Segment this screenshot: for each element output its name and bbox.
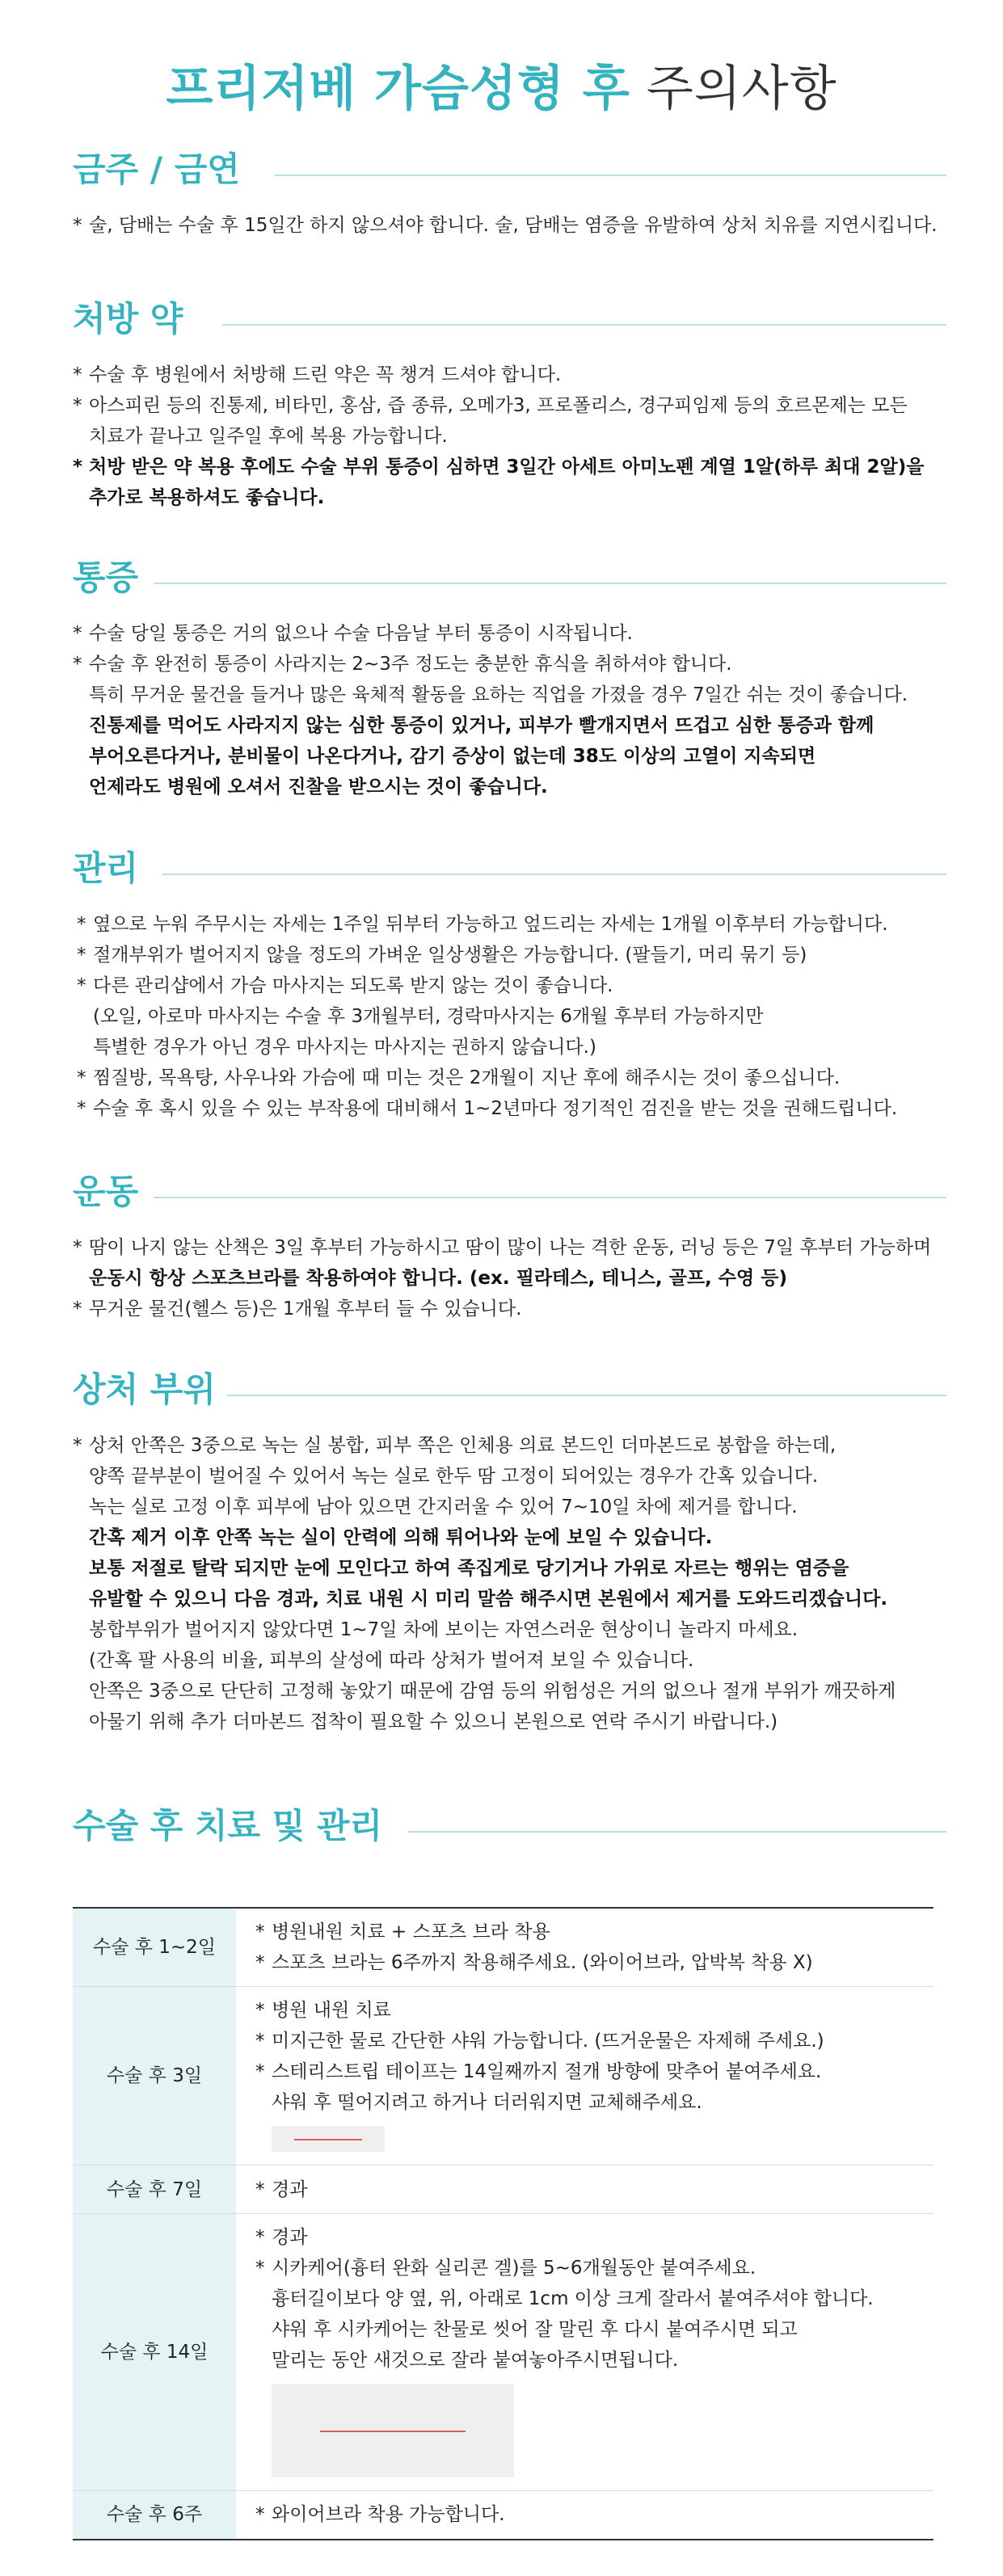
body-line-text: 술, 담배는 수술 후 15일간 하지 않으셔야 합니다. 술, 담배는 염증을 유발하여 상처 치유를 지연시킵니다.	[89, 215, 938, 236]
section-body	[73, 360, 955, 513]
section-body	[73, 1232, 955, 1324]
body-line	[73, 772, 955, 802]
asterisk-bullet-icon: *	[77, 1098, 86, 1119]
section-title: 처방 약	[73, 299, 183, 339]
body-line	[73, 1614, 955, 1645]
section-divider	[162, 873, 946, 875]
table-row-label: 수술 후 7일	[73, 2166, 236, 2214]
asterisk-bullet-icon: *	[73, 1435, 82, 1456]
section-title: 통증	[73, 558, 139, 597]
table-line-text: 미지근한 물로 간단한 샤워 가능합니다. (뜨거운물은 자제해 주세요.)	[272, 2031, 824, 2052]
table-line	[255, 2253, 914, 2283]
asterisk-bullet-icon: *	[255, 2258, 265, 2279]
asterisk-bullet-icon: *	[255, 2031, 265, 2052]
table-row	[73, 1987, 933, 2166]
body-line-text: 찜질방, 목욕탕, 사우나와 가슴에 때 미는 것은 2개월이 지난 후에 해주시는 것이 좋으십니다.	[93, 1067, 841, 1088]
table-row	[73, 2166, 933, 2214]
page-title-accent: 프리저베 가슴성형 후	[166, 61, 630, 117]
section-title: 금주 / 금연	[73, 149, 240, 189]
body-line	[73, 390, 955, 421]
section-header	[0, 844, 1003, 901]
asterisk-bullet-icon: *	[77, 975, 86, 996]
body-line-text: (오일, 아로마 마사지는 수술 후 3개월부터, 경락마사지는 6개월 후부터 가능하지만	[93, 1006, 764, 1027]
table-line	[255, 2174, 914, 2205]
table-line	[255, 2026, 914, 2056]
body-line-text: 땀이 나지 않는 산책은 3일 후부터 가능하시고 땀이 많이 나는 격한 운동, 러닝 등은 7일 후부터 가능하며	[89, 1237, 932, 1258]
body-line	[77, 1001, 955, 1032]
body-line	[73, 482, 955, 513]
asterisk-bullet-icon: *	[255, 1952, 265, 1973]
body-line	[73, 1645, 955, 1676]
body-line	[73, 360, 955, 390]
asterisk-bullet-icon: *	[77, 1067, 86, 1088]
body-line-text: (간혹 팔 사용의 비율, 피부의 살성에 따라 상처가 벌어져 보일 수 있습니다.	[89, 1650, 694, 1671]
table-line	[255, 2314, 914, 2345]
body-line-text: 진통제를 먹어도 사라지지 않는 심한 통증이 있거나, 피부가 빨개지면서 뜨겁고 심한 통증과 함께	[89, 715, 874, 736]
table-line-text: 스테리스트립 테이프는 14일째까지 절개 방향에 맞추어 붙여주세요.	[272, 2061, 822, 2082]
table-row-label: 수술 후 6주	[73, 2491, 236, 2540]
section	[0, 1168, 1003, 1320]
page-title	[0, 50, 1003, 120]
body-line-text: 아스피린 등의 진통제, 비타민, 홍삼, 즙 종류, 오메가3, 프로폴리스, 경구피임제 등의 호르몬제는 모든	[89, 395, 908, 416]
body-line-text: 양쪽 끝부분이 벌어질 수 있어서 녹는 실로 한두 땀 고정이 되어있는 경우가 간혹 있습니다.	[89, 1466, 819, 1487]
table-line-text: 경과	[272, 2178, 308, 2200]
body-line-text: 언제라도 병원에 오셔서 진찰을 받으시는 것이 좋습니다.	[89, 777, 548, 798]
table-row-content	[236, 1987, 933, 2166]
asterisk-bullet-icon: *	[255, 1921, 265, 1943]
body-line	[73, 1522, 955, 1553]
section-body	[77, 909, 955, 1124]
body-line-text: 상처 안쪽은 3중으로 녹는 실 봉합, 피부 쪽은 인체용 의료 본드인 더마본드로 봉합을 하는데,	[89, 1435, 837, 1456]
section-divider	[408, 1831, 946, 1833]
section-title: 관리	[73, 848, 139, 888]
body-line-text: 부어오른다거나, 분비물이 나온다거나, 감기 증상이 없는데 38도 이상의 고열이 지속되면	[89, 746, 816, 767]
section-title: 상처 부위	[73, 1370, 216, 1409]
body-line	[73, 210, 955, 241]
section-divider	[154, 1197, 946, 1198]
section	[0, 145, 1003, 236]
table-row-content	[236, 2491, 933, 2540]
asterisk-bullet-icon: *	[73, 395, 82, 416]
section-body	[73, 210, 955, 241]
body-line-text: 처방 받은 약 복용 후에도 수술 부위 통증이 심하면 3일간 아세트 아미노펜 계열 1알(하루 최대 2알)을	[89, 457, 925, 478]
table-line-text: 병원 내원 치료	[272, 2000, 391, 2021]
body-line-text: 수술 당일 통증은 거의 없으나 수술 다음날 부터 통증이 시작됩니다.	[89, 623, 633, 644]
body-line	[73, 1294, 955, 1324]
section	[0, 295, 1003, 508]
body-line	[73, 649, 955, 680]
body-line	[73, 710, 955, 741]
body-line-text: 아물기 위해 추가 더마본드 접착이 필요할 수 있으니 본원으로 연락 주시기 바랍니다.)	[89, 1711, 778, 1732]
section-header	[0, 145, 1003, 202]
body-line	[73, 1430, 955, 1461]
section	[0, 844, 1003, 1119]
table-row	[73, 2214, 933, 2491]
section-divider	[226, 1395, 946, 1396]
body-line-text: 간혹 제거 이후 안쪽 녹는 실이 안력에 의해 튀어나와 눈에 보일 수 있습니다.	[89, 1527, 713, 1548]
table-row-label: 수술 후 14일	[73, 2214, 236, 2491]
section	[0, 1802, 1003, 1858]
asterisk-bullet-icon: *	[73, 1299, 82, 1320]
table-line-text: 샤워 후 떨어지려고 하거나 더러워지면 교체해주세요.	[272, 2092, 702, 2113]
body-line-text: 수술 후 병원에서 처방해 드린 약은 꼭 챙겨 드셔야 합니다.	[89, 364, 562, 385]
asterisk-bullet-icon: *	[255, 2227, 265, 2248]
table-row-label: 수술 후 1~2일	[73, 1908, 236, 1987]
body-line-text: 안쪽은 3중으로 단단히 고정해 놓았기 때문에 감염 등의 위험성은 거의 없으나 절개 부위가 깨끗하게	[89, 1681, 896, 1702]
care-schedule-table	[73, 1907, 933, 2540]
incision-tape-mark	[320, 2431, 466, 2432]
table-line-text: 말리는 동안 새것으로 잘라 붙여놓아주시면됩니다.	[272, 2350, 679, 2371]
table-row-content	[236, 2214, 933, 2491]
body-line-text: 치료가 끝나고 일주일 후에 복용 가능합니다.	[89, 426, 448, 447]
body-line	[73, 1707, 955, 1737]
section-header	[0, 1168, 1003, 1224]
body-line	[73, 1553, 955, 1584]
body-line-text: 다른 관리샵에서 가슴 마사지는 되도록 받지 않는 것이 좋습니다.	[93, 975, 613, 996]
body-line-text: 봉합부위가 벌어지지 않았다면 1~7일 차에 보이는 자연스러운 현상이니 놀라지 마세요.	[89, 1619, 799, 1640]
table-line	[255, 2283, 914, 2314]
asterisk-bullet-icon: *	[73, 623, 82, 644]
body-line	[73, 741, 955, 772]
body-line-text: 보통 저절로 탈락 되지만 눈에 모인다고 하여 족집게로 당기거나 가위로 자르는 행위는 염증을	[89, 1558, 849, 1579]
asterisk-bullet-icon: *	[255, 2504, 265, 2526]
table-line	[255, 1947, 914, 1978]
table-line-text: 시카케어(흉터 완화 실리콘 겔)를 5~6개월동안 붙여주세요.	[272, 2258, 756, 2279]
asterisk-bullet-icon: *	[255, 2000, 265, 2021]
section-divider	[222, 324, 946, 326]
table-line	[255, 1995, 914, 2026]
body-line-text: 무거운 물건(헬스 등)은 1개월 후부터 들 수 있습니다.	[89, 1299, 522, 1320]
asterisk-bullet-icon: *	[73, 1237, 82, 1258]
photo-example-image	[272, 2384, 514, 2477]
body-line-text: 추가로 복용하셔도 좋습니다.	[89, 487, 325, 508]
asterisk-bullet-icon: *	[255, 2061, 265, 2082]
section-body	[73, 618, 955, 802]
section-title: 운동	[73, 1172, 139, 1211]
table-line-text: 샤워 후 시카케어는 찬물로 씻어 잘 말린 후 다시 붙여주시면 되고	[272, 2319, 798, 2340]
body-line	[77, 1032, 955, 1063]
body-line	[73, 618, 955, 649]
asterisk-bullet-icon: *	[77, 914, 86, 935]
body-line	[73, 452, 955, 482]
table-row	[73, 1908, 933, 1987]
asterisk-bullet-icon: *	[73, 654, 82, 675]
table-line	[255, 2499, 914, 2530]
body-line	[73, 1492, 955, 1522]
section	[0, 1366, 1003, 1732]
section	[0, 554, 1003, 798]
photo-example-image	[272, 2126, 385, 2152]
table-line	[255, 2087, 914, 2118]
table-row	[73, 2491, 933, 2540]
asterisk-bullet-icon: *	[73, 457, 83, 478]
body-line	[73, 680, 955, 710]
table-line	[255, 1917, 914, 1947]
section-title: 수술 후 치료 및 관리	[73, 1806, 383, 1846]
body-line	[77, 1093, 955, 1124]
section-header	[0, 1366, 1003, 1422]
table-row-content	[236, 1908, 933, 1987]
body-line	[73, 1232, 955, 1263]
section-header	[0, 1802, 1003, 1858]
table-line-text: 스포츠 브라는 6주까지 착용해주세요. (와이어브라, 압박복 착용 X)	[272, 1952, 813, 1973]
asterisk-bullet-icon: *	[255, 2178, 265, 2200]
incision-tape-mark	[294, 2139, 362, 2140]
body-line	[73, 1676, 955, 1707]
body-line	[77, 909, 955, 940]
body-line-text: 절개부위가 벌어지지 않을 정도의 가벼운 일상생활은 가능합니다. (팔들기, 머리 묶기 등)	[93, 945, 807, 966]
section-header	[0, 295, 1003, 351]
table-line	[255, 2222, 914, 2253]
body-line-text: 유발할 수 있으니 다음 경과, 치료 내원 시 미리 말씀 해주시면 본원에서 제거를 도와드리겠습니다.	[89, 1589, 888, 1610]
body-line-text: 수술 후 혹시 있을 수 있는 부작용에 대비해서 1~2년마다 정기적인 검진을 받는 것을 권해드립니다.	[93, 1098, 898, 1119]
body-line-text: 옆으로 누워 주무시는 자세는 1주일 뒤부터 가능하고 엎드리는 자세는 1개월 이후부터 가능합니다.	[93, 914, 888, 935]
asterisk-bullet-icon: *	[73, 364, 82, 385]
table-line-text: 흉터길이보다 양 옆, 위, 아래로 1cm 이상 크게 잘라서 붙여주셔야 합니다.	[272, 2288, 874, 2309]
table-line	[255, 2056, 914, 2087]
body-line-text: 수술 후 완전히 통증이 사라지는 2~3주 정도는 충분한 휴식을 취하셔야 합니다.	[89, 654, 732, 675]
page-title-rest: 주의사항	[646, 61, 837, 117]
table-line-text: 와이어브라 착용 가능합니다.	[272, 2504, 505, 2526]
table-line-text: 경과	[272, 2227, 308, 2248]
asterisk-bullet-icon: *	[73, 215, 82, 236]
body-line-text: 특히 무거운 물건을 들거나 많은 육체적 활동을 요하는 직업을 가졌을 경우 7일간 쉬는 것이 좋습니다.	[89, 684, 908, 705]
section-divider	[154, 583, 946, 584]
body-line	[77, 1063, 955, 1093]
body-line	[73, 421, 955, 452]
body-line	[73, 1584, 955, 1614]
section-header	[0, 554, 1003, 610]
table-line-text: 병원내원 치료 + 스포츠 브라 착용	[272, 1921, 550, 1943]
body-line-text: 특별한 경우가 아닌 경우 마사지는 마사지는 권하지 않습니다.)	[93, 1037, 596, 1058]
body-line	[73, 1461, 955, 1492]
table-row-label: 수술 후 3일	[73, 1987, 236, 2166]
section-body	[73, 1430, 955, 1737]
body-line-text: 운동시 항상 스포츠브라를 착용하여야 합니다. (ex. 필라테스, 테니스, 골프, 수영 등)	[89, 1268, 787, 1289]
body-line	[77, 970, 955, 1001]
body-line	[73, 1263, 955, 1294]
section-divider	[275, 175, 946, 176]
table-row-content	[236, 2166, 933, 2214]
table-line	[255, 2345, 914, 2376]
body-line-text: 녹는 실로 고정 이후 피부에 남아 있으면 간지러울 수 있어 7~10일 차에 제거를 합니다.	[89, 1496, 798, 1517]
body-line	[77, 940, 955, 970]
asterisk-bullet-icon: *	[77, 945, 86, 966]
